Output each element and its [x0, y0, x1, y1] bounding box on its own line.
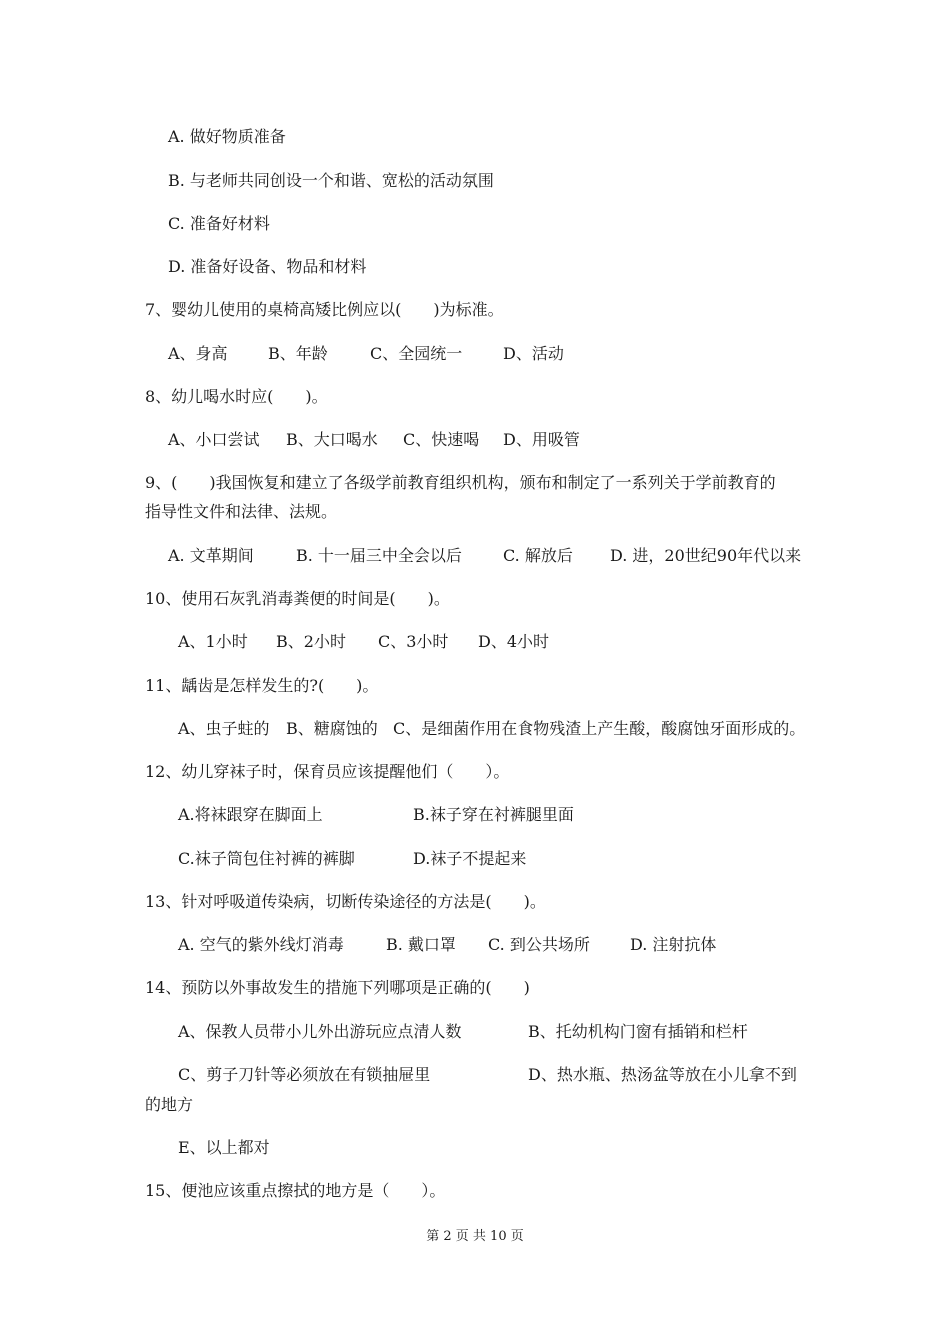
q12-stem: 12、幼儿穿袜子时，保育员应该提醒他们（ ）。: [145, 762, 510, 781]
q9-option-c: C. 解放后: [503, 546, 573, 565]
q11-option-a: A、虫子蛀的: [178, 719, 270, 738]
q11-option-b: B、糖腐蚀的: [286, 719, 378, 738]
q7-option-a: A、身高: [168, 344, 228, 363]
q14-option-b: B、托幼机构门窗有插销和栏杆: [528, 1022, 748, 1041]
q7-stem: 7、婴幼儿使用的桌椅高矮比例应以( )为标准。: [145, 300, 504, 319]
q13-option-d: D. 注射抗体: [630, 935, 717, 954]
q7-option-d: D、活动: [503, 344, 564, 363]
q14-option-c: C、剪子刀针等必须放在有锁抽屉里: [178, 1065, 431, 1084]
q14-option-e: E、以上都对: [178, 1138, 270, 1157]
page-footer: 第 2 页 共 10 页: [426, 1229, 524, 1244]
q14-option-d-continued: 的地方: [145, 1095, 194, 1114]
q7-option-b: B、年龄: [268, 344, 328, 363]
q8-option-b: B、大口喝水: [286, 430, 378, 449]
q12-option-d: D.袜子不提起来: [413, 849, 527, 868]
q6-option-c: C. 准备好材料: [168, 214, 270, 233]
q13-option-c: C. 到公共场所: [488, 935, 590, 954]
q14-option-d: D、热水瓶、热汤盆等放在小儿拿不到: [528, 1065, 797, 1084]
q9-stem-line1: 9、( )我国恢复和建立了各级学前教育组织机构，颁布和制定了一系列关于学前教育的: [145, 473, 776, 492]
q9-option-b: B. 十一届三中全会以后: [296, 546, 462, 565]
q8-option-d: D、用吸管: [503, 430, 580, 449]
q11-option-c: C、是细菌作用在食物残渣上产生酸，酸腐蚀牙面形成的。: [393, 719, 806, 738]
q12-option-c: C.袜子筒包住衬裤的裤脚: [178, 849, 355, 868]
q9-option-d: D. 进，20世纪90年代以来: [610, 546, 802, 565]
q6-option-d: D. 准备好设备、物品和材料: [168, 257, 367, 276]
q10-option-d: D、4小时: [478, 632, 550, 651]
q13-option-b: B. 戴口罩: [386, 935, 456, 954]
q15-stem: 15、便池应该重点擦拭的地方是（ ）。: [145, 1181, 446, 1200]
q10-option-b: B、2小时: [276, 632, 346, 651]
q12-option-a: A.将袜跟穿在脚面上: [178, 805, 323, 824]
q12-option-b: B.袜子穿在衬裤腿里面: [413, 805, 574, 824]
q8-stem: 8、幼儿喝水时应( )。: [145, 387, 328, 406]
q13-stem: 13、针对呼吸道传染病，切断传染途径的方法是( )。: [145, 892, 546, 911]
q8-option-a: A、小口尝试: [168, 430, 260, 449]
q11-stem: 11、龋齿是怎样发生的?( )。: [145, 676, 379, 695]
q13-option-a: A. 空气的紫外线灯消毒: [178, 935, 344, 954]
q6-option-a: A. 做好物质准备: [168, 127, 286, 146]
q14-stem: 14、预防以外事故发生的措施下列哪项是正确的( ): [145, 978, 530, 997]
q10-option-a: A、1小时: [178, 632, 248, 651]
q10-option-c: C、3小时: [378, 632, 449, 651]
q8-option-c: C、快速喝: [403, 430, 480, 449]
q14-option-a: A、保教人员带小儿外出游玩应点清人数: [178, 1022, 462, 1041]
q9-option-a: A. 文革期间: [168, 546, 254, 565]
q7-option-c: C、全园统一: [370, 344, 463, 363]
q10-stem: 10、使用石灰乳消毒粪便的时间是( )。: [145, 589, 450, 608]
q6-option-b: B. 与老师共同创设一个和谐、宽松的活动氛围: [168, 171, 494, 190]
q9-stem-line2: 指导性文件和法律、法规。: [145, 502, 338, 521]
